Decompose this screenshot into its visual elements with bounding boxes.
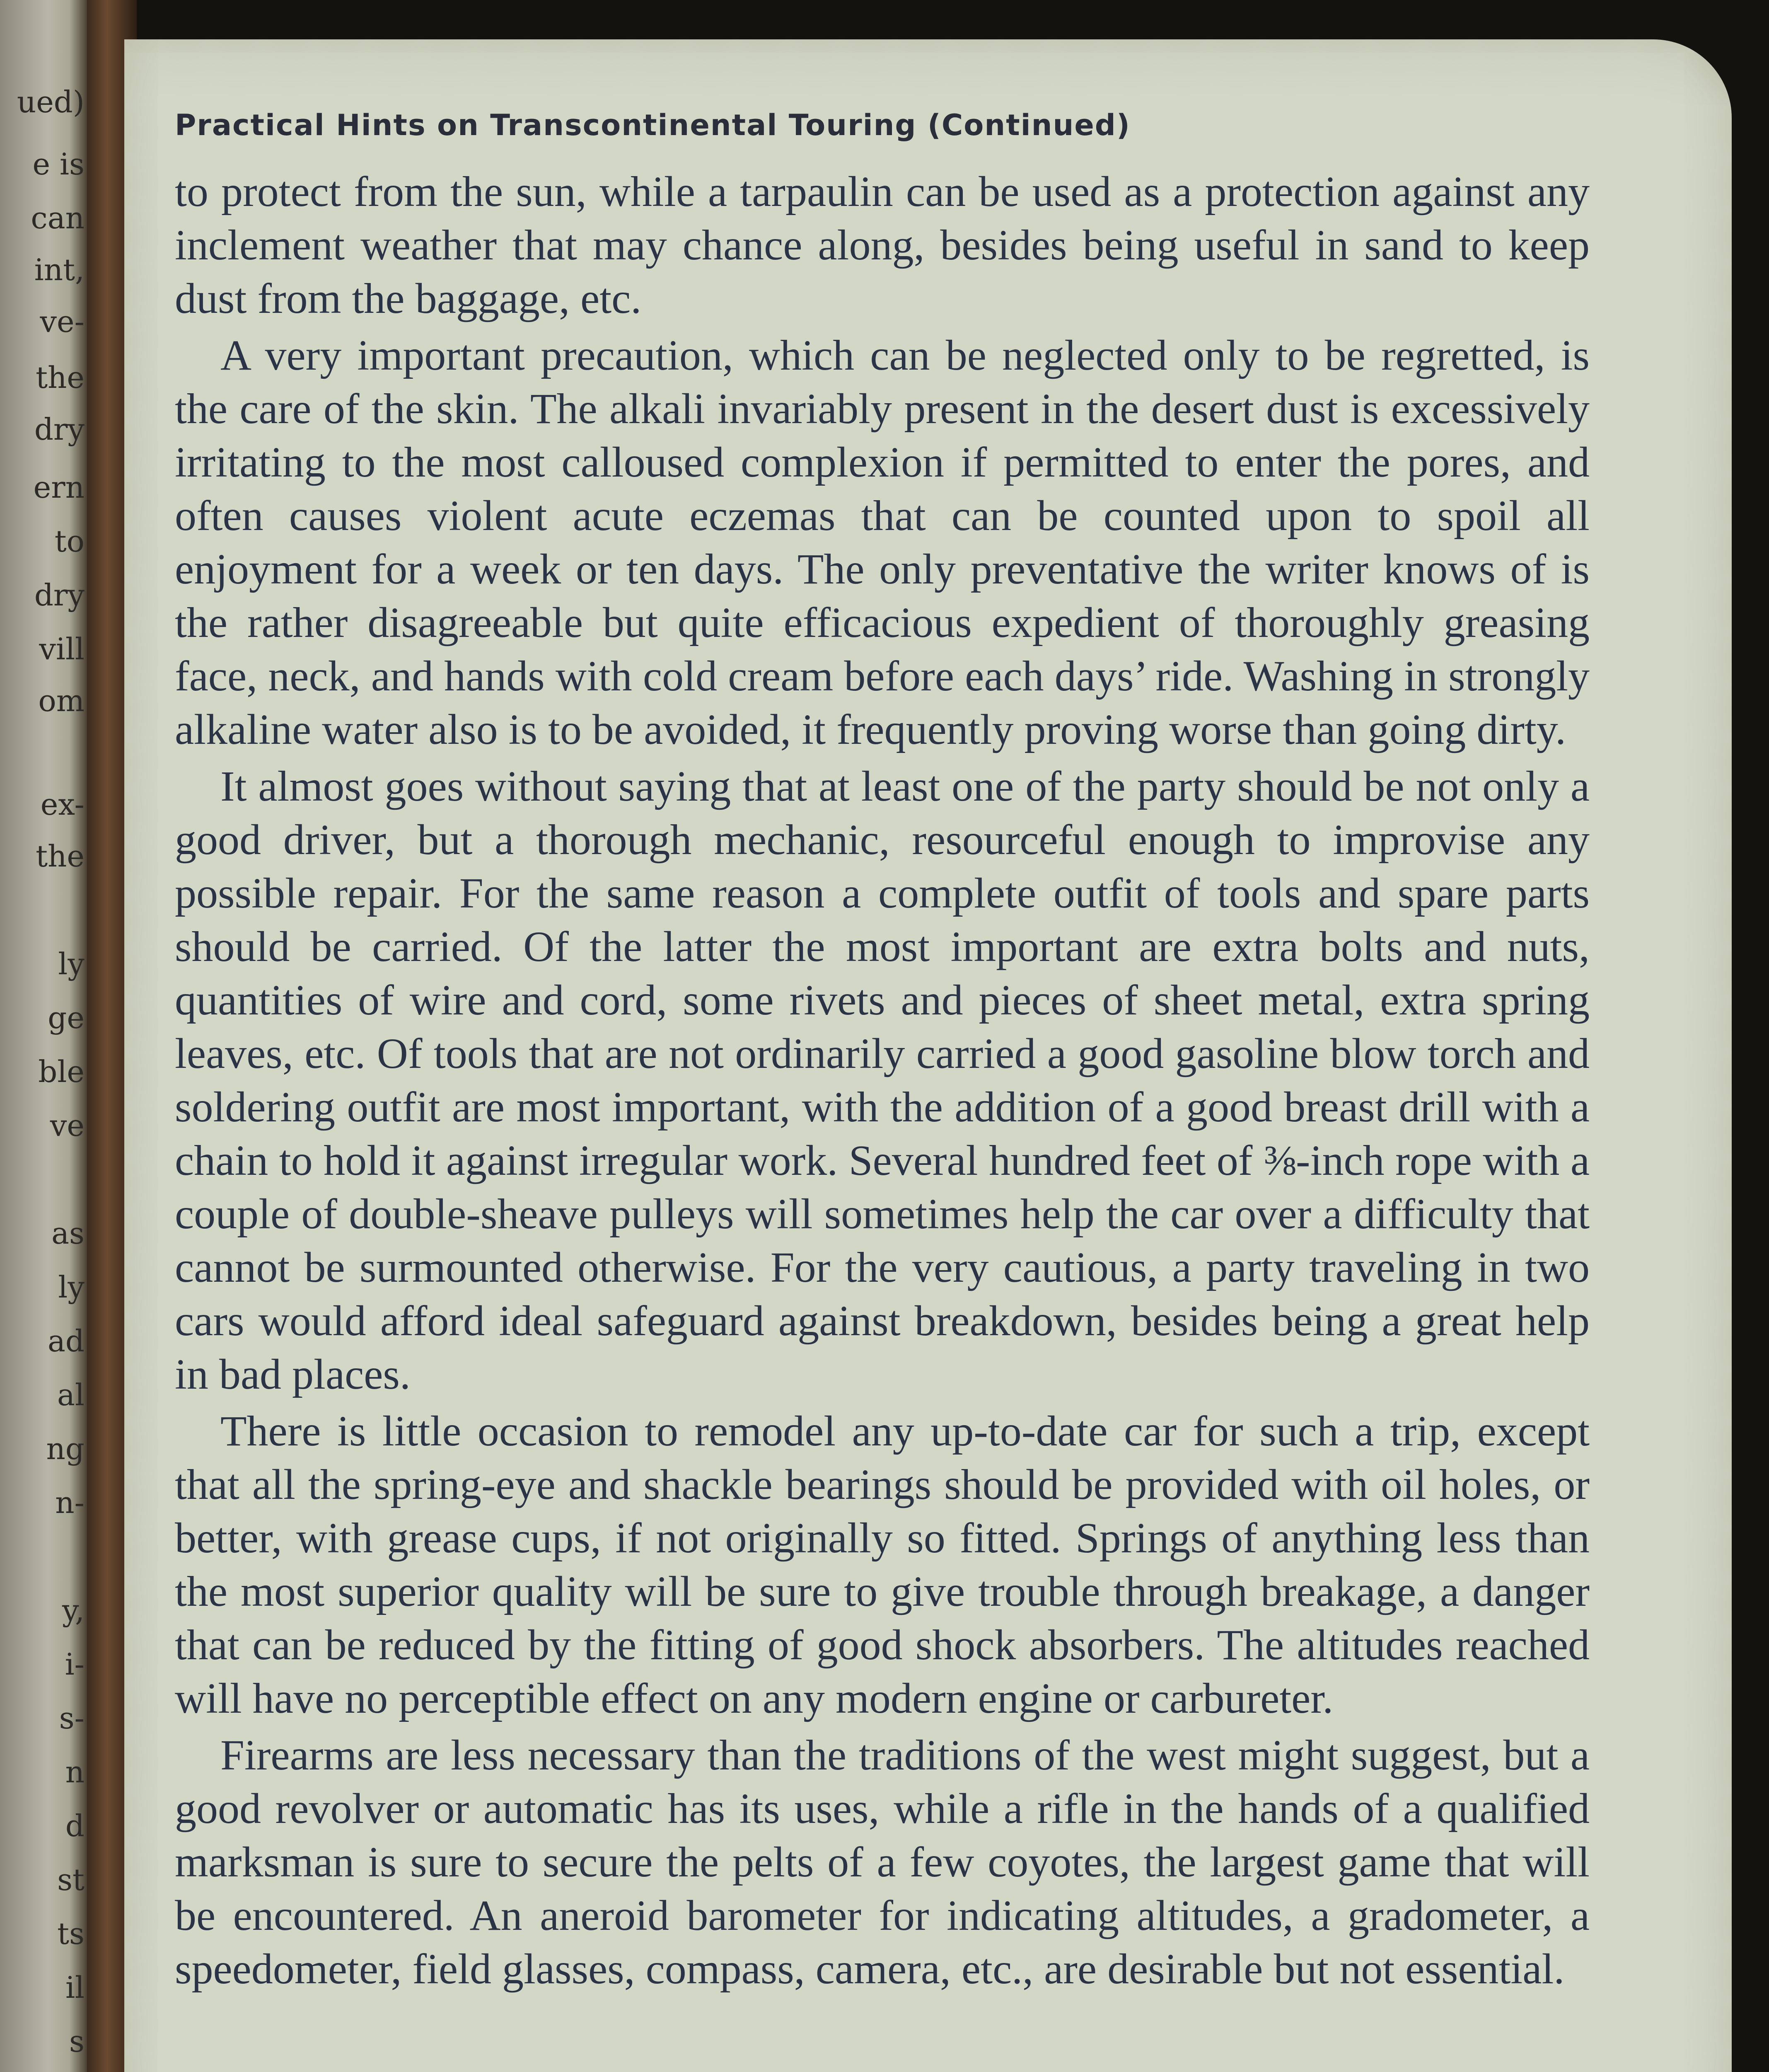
facing-page-fragment: dry — [34, 578, 85, 612]
facing-page-fragment: ts — [57, 1916, 85, 1951]
facing-page-edge — [0, 0, 87, 2072]
facing-page-fragment: ve- — [40, 304, 85, 339]
facing-page-fragment: d — [65, 1808, 85, 1843]
facing-page-fragment: n — [65, 1755, 85, 1789]
facing-page-fragment: as — [51, 1216, 85, 1251]
facing-page-fragment: ex- — [40, 787, 85, 822]
facing-page-fragment: i- — [65, 1647, 85, 1682]
facing-page-fragment: ve — [50, 1108, 85, 1143]
facing-page-fragment: e is — [32, 147, 85, 182]
book-page — [124, 39, 1732, 2072]
facing-page-fragment: dry — [34, 412, 85, 447]
facing-page-fragment: ad — [47, 1324, 85, 1358]
facing-page-fragment: al — [57, 1377, 85, 1412]
facing-page-fragment: ued) — [17, 85, 85, 119]
facing-page-fragment: int, — [34, 252, 85, 287]
facing-page-fragment: ng — [46, 1431, 85, 1466]
facing-page-fragment: st — [57, 1862, 85, 1897]
facing-page-fragment: ly — [58, 1270, 85, 1305]
paragraph: Firearms are less necessary than the traditions of the west might suggest, but a good revolver or automatic has its uses, while a rifle in the hands of a qualified marksman is sure to secure the pelts of a few coyotes, the largest game that will be encountered. An aneroid barometer for indicating altitudes, a gradometer, a speedometer, field glasses, compass, camera, etc., are desirable but not essential. — [175, 1731, 1590, 1993]
body-text — [175, 165, 1590, 1999]
running-head: Practical Hints on Transcontinental Touring (Continued) — [175, 108, 1131, 142]
facing-page-fragment: n- — [55, 1485, 85, 1520]
paragraph: A very important precaution, which can be neglected only to be regretted, is the care of the skin. The alkali invariably present in the desert dust is excessively irritating to the most calloused complexion if permitted to enter the pores, and often causes violent acute eczemas that can be counted upon to spoil all enjoyment for a week or ten days. The only preventative the writer knows of is the rather disagreeable but quite efficacious expedient of thoroughly greasing face, neck, and hands with cold cream before each days’ ride. Washing in strongly alkaline water also is to be avoided, it frequently proving worse than going dirty. — [175, 332, 1590, 753]
facing-page-fragment: can — [31, 201, 85, 235]
facing-page-fragment: y, — [62, 1593, 85, 1628]
facing-page-fragment: ly — [58, 946, 85, 981]
facing-page-fragment: s- — [59, 1701, 85, 1736]
facing-page-fragment: to — [54, 524, 85, 559]
paragraph: There is little occasion to remodel any up-to-date car for such a trip, except that all the spring-eye and shackle bearings should be provided with oil holes, or better, with grease cups, if not originally so fitted. Springs of anything less than the most superior quality will be sure to give trouble through breakage, a danger that can be reduced by the fitting of good shock absorbers. The altitudes reached will have no perceptible effect on any modern engine or carbureter. — [175, 1407, 1590, 1722]
facing-page-fragment: s — [69, 2024, 85, 2059]
facing-page-fragment: ble — [38, 1054, 85, 1089]
facing-page-fragment: the — [36, 839, 85, 874]
paragraph: to protect from the sun, while a tarpaulin can be used as a protection against any inclement weather that may chance along, besides being useful in sand to keep dust from the baggage, etc. — [175, 168, 1590, 322]
facing-page-fragment: vill — [39, 632, 85, 666]
facing-page-fragment: the — [36, 360, 85, 395]
facing-page-fragment: il — [65, 1970, 85, 2005]
facing-page-fragment: ge — [48, 1000, 85, 1035]
facing-page-fragment: ern — [33, 470, 85, 505]
facing-page-fragment: om — [38, 683, 85, 718]
paragraph: It almost goes without saying that at least one of the party should be not only a good driver, but a thorough mechanic, resourceful enough to improvise any possible repair. For the same reason a complete outfit of tools and spare parts should be carried. Of the latter the most important are extra bolts and nuts, quantities of wire and cord, some rivets and pieces of sheet metal, extra spring leaves, etc. Of tools that are not ordinarily carried a good gasoline blow torch and soldering outfit are most important, with the addition of a good breast drill with a chain to hold it against irregular work. Several hundred feet of ⅜-inch rope with a couple of double-sheave pulleys will sometimes help the car over a difficulty that cannot be surmounted otherwise. For the very cautious, a party traveling in two cars would afford ideal safeguard against breakdown, besides being a great help in bad places. — [175, 762, 1590, 1398]
